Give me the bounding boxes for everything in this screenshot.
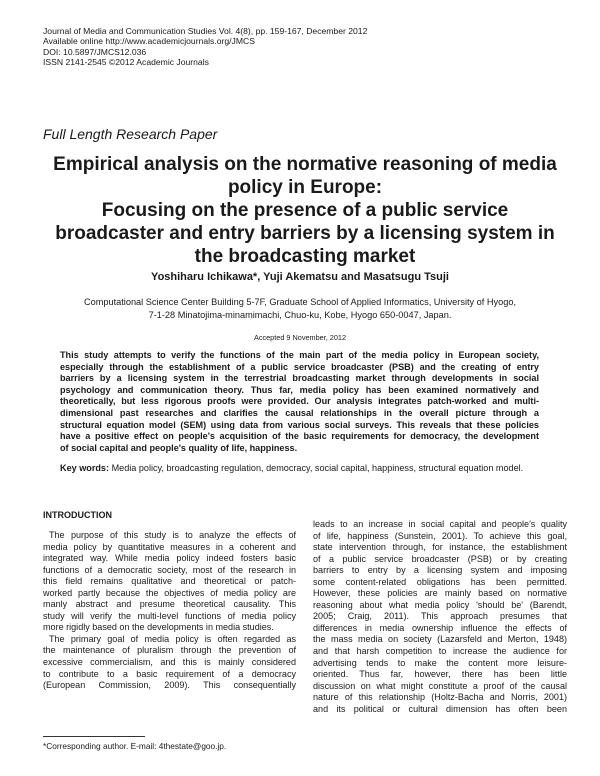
footnote-divider: [43, 736, 145, 737]
authors: Yoshiharu Ichikawa*, Yuji Akematsu and Masatsugu Tsuji: [151, 271, 449, 283]
keywords: [60, 463, 545, 475]
issn-line: ISSN 2141-2545 ©2012 Academic Journals: [43, 57, 209, 68]
section-heading-introduction: INTRODUCTION: [43, 510, 112, 520]
publication-info: [43, 26, 367, 68]
title-line: broadcaster and entry barriers by a licensing system in: [55, 223, 555, 244]
body-line: However, these policies are mainly based on normative: [313, 588, 567, 599]
text-column-right: [313, 519, 567, 715]
abstract-line: This study attempts to verify the functions of the main part of the media policy in European society,: [60, 350, 539, 360]
abstract-line: especially through the establishment of a public service broadcaster (PSB) and the creating of entry: [60, 361, 539, 372]
abstract-line: of social capital and people's quality of life, happiness.: [60, 442, 298, 453]
body-line: reasoning about what media policy 'should be' (Barendt,: [313, 599, 567, 610]
body-line: differences in media ownership influence the effects of: [313, 622, 567, 633]
title-line: Focusing on the presence of a public service: [101, 200, 509, 221]
body-line: worked partly because the objectives of media policy are: [43, 587, 296, 598]
body-line: manly abstract and presume theoretical causality. This: [43, 599, 296, 610]
journal-line: Journal of Media and Communication Studies Vol. 4(8), pp. 159-167, December 2012: [43, 26, 368, 36]
body-line: of life, happiness (Sunstein, 2001). To achieve this goal,: [313, 530, 567, 541]
body-line: 2005; Craig, 2011). This approach presumes that: [313, 611, 567, 622]
body-line: more rigidly based on the developments in media studies.: [43, 622, 274, 633]
affiliation: [60, 296, 540, 322]
body-line: barriers to entry by a licensing system and imposing: [313, 565, 567, 576]
body-line: integrated way. While media policy indeed fosters basic: [43, 553, 296, 564]
body-line: advertising tends to make the content more leisure-: [313, 657, 567, 668]
abstract-line: psychology and communication theory. Thus far, media policy has been examined normatively and: [60, 384, 539, 395]
text-column-left: [43, 530, 296, 692]
body-line: media policy by quantitative measures in a coherent and: [43, 541, 296, 552]
body-line: discussion on what might constitute a proof of the causal: [313, 680, 567, 691]
paper-type: Full Length Research Paper: [43, 126, 218, 142]
affiliation-line: 7-1-28 Minatojima-minamimachi, Chuo-ku, Kobe, Hyogo 650-0047, Japan.: [148, 310, 452, 320]
body-line: study will verify the multi-level functions of media policy: [43, 610, 296, 621]
corresponding-author-footnote: *Corresponding author. E-mail: 4thestate@goo.jp.: [43, 741, 227, 751]
abstract-line: barriers by a licensing system in the terrestrial broadcasting market through developments in social: [60, 373, 539, 384]
body-line: to contribute to a basic requirement of a democracy: [43, 668, 296, 679]
body-line: (European Commission, 2009). This consequentially: [43, 680, 296, 691]
body-line: The purpose of this study is to analyze the effects of: [49, 530, 296, 540]
abstract-line: structural equation model (SEM) using data from various social surveys. This reveals that these policies: [60, 419, 539, 430]
body-line: the mass media on society (Lazarsfeld and Merton, 1948): [313, 634, 567, 645]
body-line: functions of a democratic society, most of the research in: [43, 564, 296, 575]
body-line: the maintenance of pluralism through the prevention of: [43, 645, 296, 656]
title-line: the broadcasting market: [194, 246, 416, 267]
title-line: Empirical analysis on the normative reasoning of media: [53, 154, 557, 175]
abstract: [60, 350, 539, 454]
doi-line: DOI: 10.5897/JMCS12.036: [43, 46, 147, 57]
body-line: some content-related obligations has been permitted.: [313, 576, 567, 587]
body-line: leads to an increase in social capital and people's quality: [313, 519, 567, 529]
keywords-text: Media policy, broadcasting regulation, democracy, social capital, happiness, structural equation model.: [111, 463, 524, 473]
abstract-line: dimensional past researches and clarifies the causal relationships in the overall picture through a: [60, 407, 539, 418]
accepted-date: Accepted 9 November, 2012: [253, 333, 347, 342]
available-online-line: Available online http://www.academicjournals.org/JMCS: [43, 36, 255, 47]
body-line: state intervention through, for instance, the establishment: [313, 542, 567, 553]
body-line: and that harsh competition to increase the audience for: [313, 646, 567, 657]
body-line: excessive commercialism, and this is mainly considered: [43, 657, 296, 668]
body-line: oriented. Thus far, however, there has been little: [313, 669, 567, 680]
abstract-line: have a positive effect on people's acquisition of the basic requirements for democracy, the development: [60, 431, 539, 442]
abstract-line: theoretically, but less rigorous proofs were provided. Our analysis integrates patch-worked and multi-: [60, 396, 539, 407]
body-line: this field remains qualitative and theoretical or patch-: [43, 576, 296, 587]
body-line: nature of this relationship (Holtz-Bacha and Norris, 2001): [313, 692, 567, 703]
affiliation-line: Computational Science Center Building 5-7F, Graduate School of Applied Informatics, University of Hyogo,: [83, 297, 517, 307]
keywords-label: Key words:: [60, 463, 110, 473]
paper-title: [40, 153, 570, 268]
title-line: policy in Europe:: [227, 177, 383, 198]
body-line: The primary goal of media policy is often regarded as: [49, 633, 296, 644]
body-line: of a public service broadcaster (PSB) or by creating: [313, 553, 567, 564]
body-line: and its political or cultural dimension has often been: [313, 703, 567, 714]
